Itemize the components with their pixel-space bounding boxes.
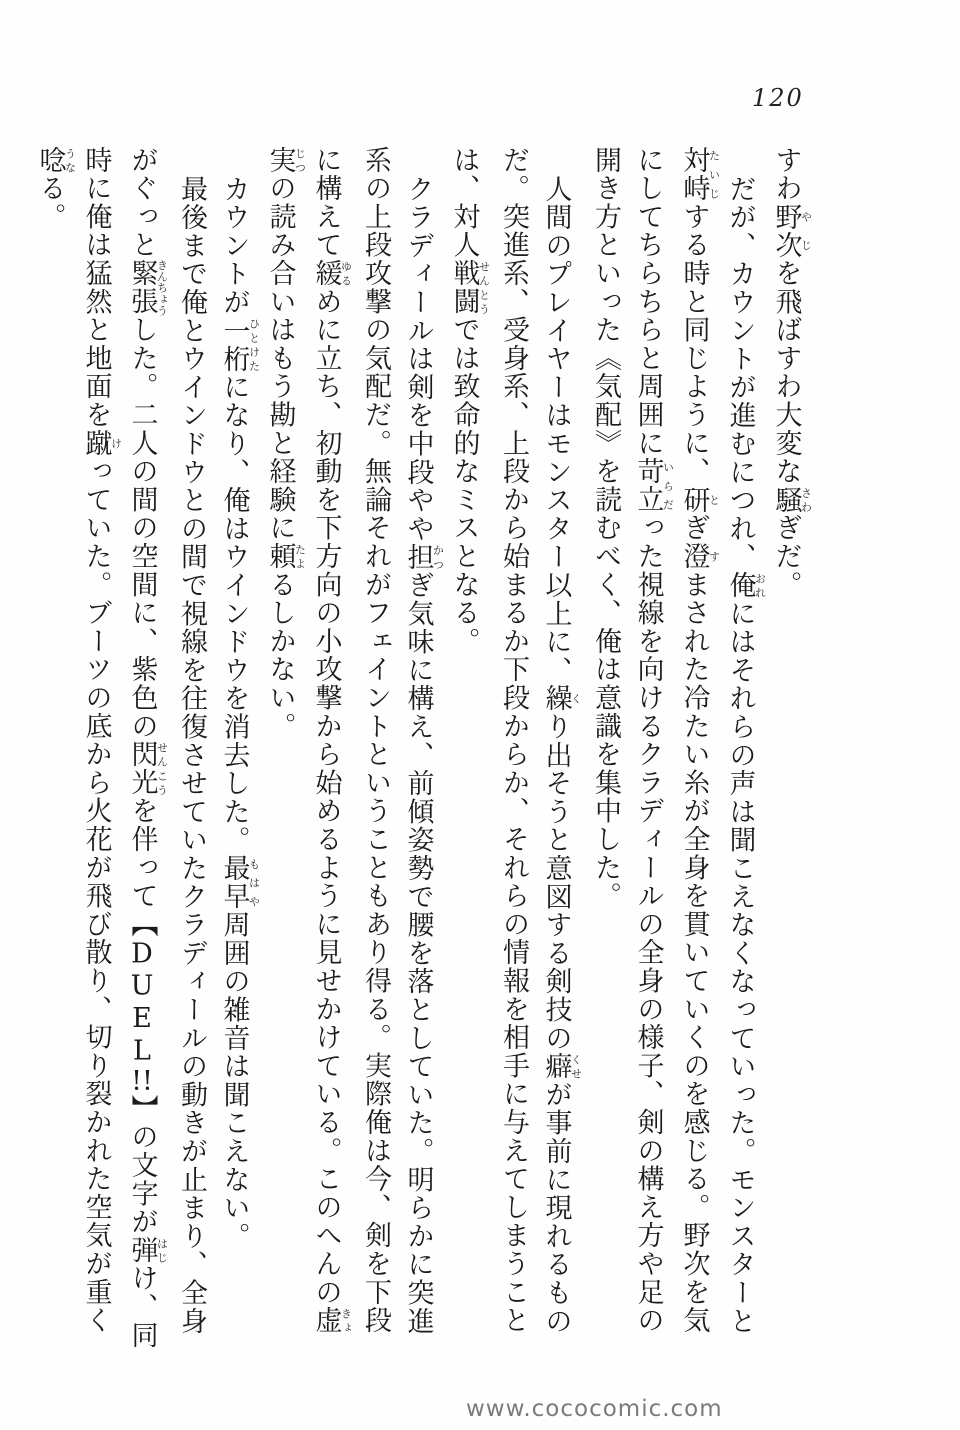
page-number: 120 [752,84,804,112]
text-column [444,146,490,1356]
text-run: った視線を向けるクラディールの全身の様子、剣の構え方や足の [632,513,664,1335]
ruby-annotated-text: 虚きょ [310,1306,353,1335]
text-column [260,146,306,1356]
ruby-annotated-text: 俺おれ [724,571,767,600]
text-run: だが、カウントが進むにつれ、 [724,175,756,572]
text-run: にはそれらの声は聞こえなくなっていった。モンスターと [724,599,756,1336]
text-column [582,146,628,1356]
text-run: を飛ばすわ大変な [770,259,802,486]
text-run: ぎだ。 [770,513,802,599]
ruby-annotated-text: 担かつ [402,542,445,572]
text-run: クラディールは剣を中段やや [402,175,434,543]
text-run: だ。突進系、受身系、上段から始まるか下段からか、それらの情報を相手に与えてしまうこと [498,146,529,1335]
text-run: カウントが [218,175,250,317]
ruby-annotated-text: 最早もはや [218,854,261,911]
ruby-annotated-text: 澄す [678,542,721,571]
text-run: した。二人の間の空間に、紫色の [126,315,158,741]
ruby-annotated-text: 騒さわ [770,485,813,514]
text-column [306,146,352,1356]
text-column [536,146,582,1356]
text-run: っていた。ブーツの底から火花が飛び散り、切り裂かれた空気が重く [80,457,112,1335]
page-text [20,146,812,1356]
ruby-annotated-text: 癖くせ [540,1052,583,1081]
ruby-annotated-text: 蹴け [80,429,123,458]
text-run: ぎ [678,513,710,543]
text-column [352,146,398,1356]
text-run: すわ [770,146,802,203]
ruby-annotated-text: 苛立いらだ [632,457,675,514]
ruby-annotated-text: 頼たよ [264,542,307,571]
text-run: る。 [34,174,66,231]
text-column [214,146,260,1356]
text-run: 開き方といった《気配》を読むべく、俺は意識を集中した。 [590,146,621,911]
text-run: では致命的なミスとなる。 [448,315,480,656]
text-column [490,146,536,1356]
ruby-annotated-text: 実じつ [264,146,307,175]
watermark-url: www.cococomic.com [466,1396,723,1422]
ruby-annotated-text: 野次やじ [770,202,813,260]
text-column [30,146,76,1356]
text-run: に構えて [310,146,342,260]
text-column [168,146,214,1356]
text-run: する時と同じように、 [678,202,710,486]
text-run: ぎ気味に構え、前傾姿勢で腰を落としていた。明らかに突進 [402,571,434,1336]
text-column [398,146,444,1356]
ruby-annotated-text: 一桁ひとけた [218,316,261,374]
text-column [674,146,720,1356]
text-run: り出そうと意図する剣技の [540,712,572,1053]
text-run: になり、俺はウインドウを消去した。 [218,373,250,855]
ruby-annotated-text: 弾はじ [126,1236,169,1265]
text-run: 】の文字が [126,1094,158,1237]
text-run: まされた冷たい糸が全身を貫いていくのを感じる。野次を気 [678,570,710,1335]
text-column [766,146,812,1356]
ruby-annotated-text: 研と [678,485,721,514]
text-run: めに立ち、初動を下方向の小攻撃から始めるように見せかけている。このへんの [310,287,342,1307]
text-run: るしかない。 [264,570,296,741]
text-run: が事前に現れるもの [540,1080,572,1336]
text-run: にしてちらちらと周囲に [632,146,664,458]
ruby-annotated-text: 繰く [540,684,583,713]
text-run: 系の上段攻撃の気配だ。無論それがフェイントということもあり得る。実際俺は今、剣を下段 [360,146,391,1335]
text-run: 最後まで俺とウインドウとの間で視線を往復させていたクラディールの動きが止まり、全身 [176,175,207,1336]
ruby-annotated-text: 戦闘せんとう [448,259,491,316]
text-run: け、同 [126,1264,158,1350]
text-column [122,146,168,1356]
text-run: の読み合いはもう勘と経験に [264,174,296,543]
ruby-annotated-text: 唸うな [34,146,77,175]
text-column [76,146,122,1356]
text-run: 周囲の雑音は聞こえない。 [218,910,250,1251]
text-column [720,146,766,1356]
text-run: 人間のプレイヤーはモンスター以上に、 [540,175,572,685]
text-run: を伴って【 [126,796,158,939]
text-run: がぐっと [126,146,158,260]
ruby-annotated-text: 閃光せんこう [126,740,169,797]
text-run: DUEL [126,938,158,1068]
text-run: !! [131,1067,153,1095]
ruby-annotated-text: 緊張きんちょう [126,259,169,316]
text-run: 時に俺は猛然と地面を [80,146,112,429]
ruby-annotated-text: 緩ゆる [310,259,353,288]
ruby-annotated-text: 対峙たいじ [678,146,721,203]
text-column [628,146,674,1356]
text-run: は、対人 [448,146,480,260]
